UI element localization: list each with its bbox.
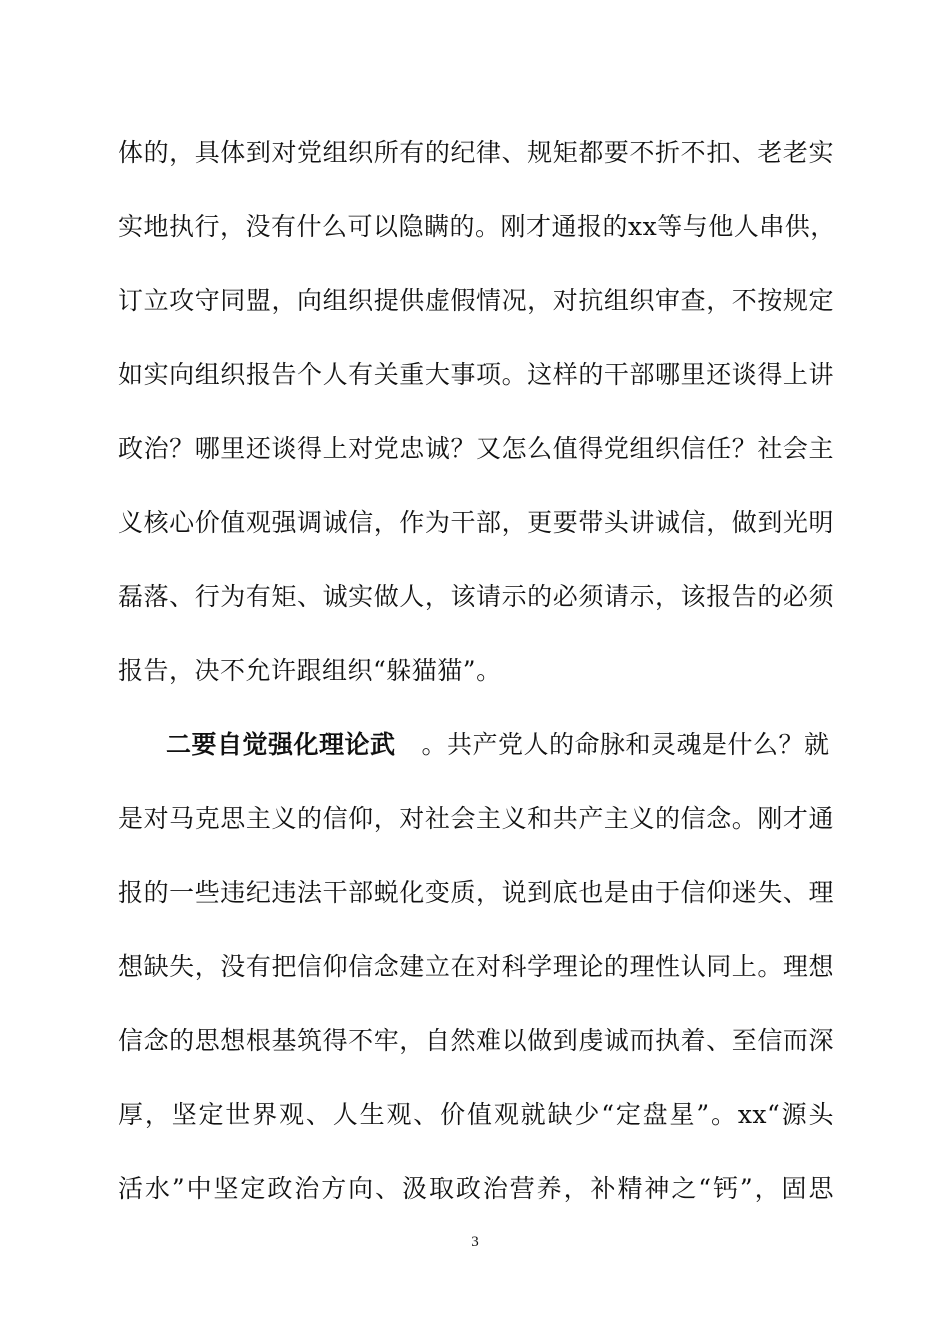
body-text-line: 信念的思想根基筑得不牢，自然难以做到虔诚而执着、至信而深 <box>118 1026 834 1055</box>
body-text-line: 厚，坚定世界观、人生观、价值观就缺少“定盘星”。xx“源头 <box>118 1100 834 1129</box>
body-text-line: 义核心价值观强调诚信，作为干部，更要带头讲诚信，做到光明 <box>118 508 834 537</box>
body-text-line: 如实向组织报告个人有关重大事项。这样的干部哪里还谈得上讲 <box>118 360 834 389</box>
page-number: 3 <box>471 1234 479 1250</box>
body-text-line: 想缺失，没有把信仰信念建立在对科学理论的理性认同上。理想 <box>118 952 834 981</box>
body-text-fragment: 。共产党人的命脉和灵魂是什么？就 <box>421 730 830 759</box>
body-text-line: 是对马克思主义的信仰，对社会主义和共产主义的信念。刚才通 <box>118 804 834 833</box>
body-text-line: 体的，具体到对党组织所有的纪律、规矩都要不折不扣、老老实 <box>118 138 834 167</box>
section-heading: 二要自觉强化理论武 <box>166 730 396 759</box>
body-text-line: 磊落、行为有矩、诚实做人，该请示的必须请示，该报告的必须 <box>118 582 834 611</box>
body-text-line: 报的一些违纪违法干部蜕化变质，说到底也是由于信仰迷失、理 <box>118 878 834 907</box>
body-text-line: 实地执行，没有什么可以隐瞒的。刚才通报的xx等与他人串供， <box>118 212 836 241</box>
body-text-line: 订立攻守同盟，向组织提供虚假情况，对抗组织审查，不按规定 <box>118 286 834 315</box>
body-text-line: 活水”中坚定政治方向、汲取政治营养，补精神之“钙”，固思 <box>118 1174 834 1203</box>
body-text-line: 报告，决不允许跟组织“躲猫猫”。 <box>118 656 502 685</box>
paragraph-first-line <box>166 728 834 762</box>
body-text-line: 政治？哪里还谈得上对党忠诚？又怎么值得党组织信任？社会主 <box>118 434 834 463</box>
